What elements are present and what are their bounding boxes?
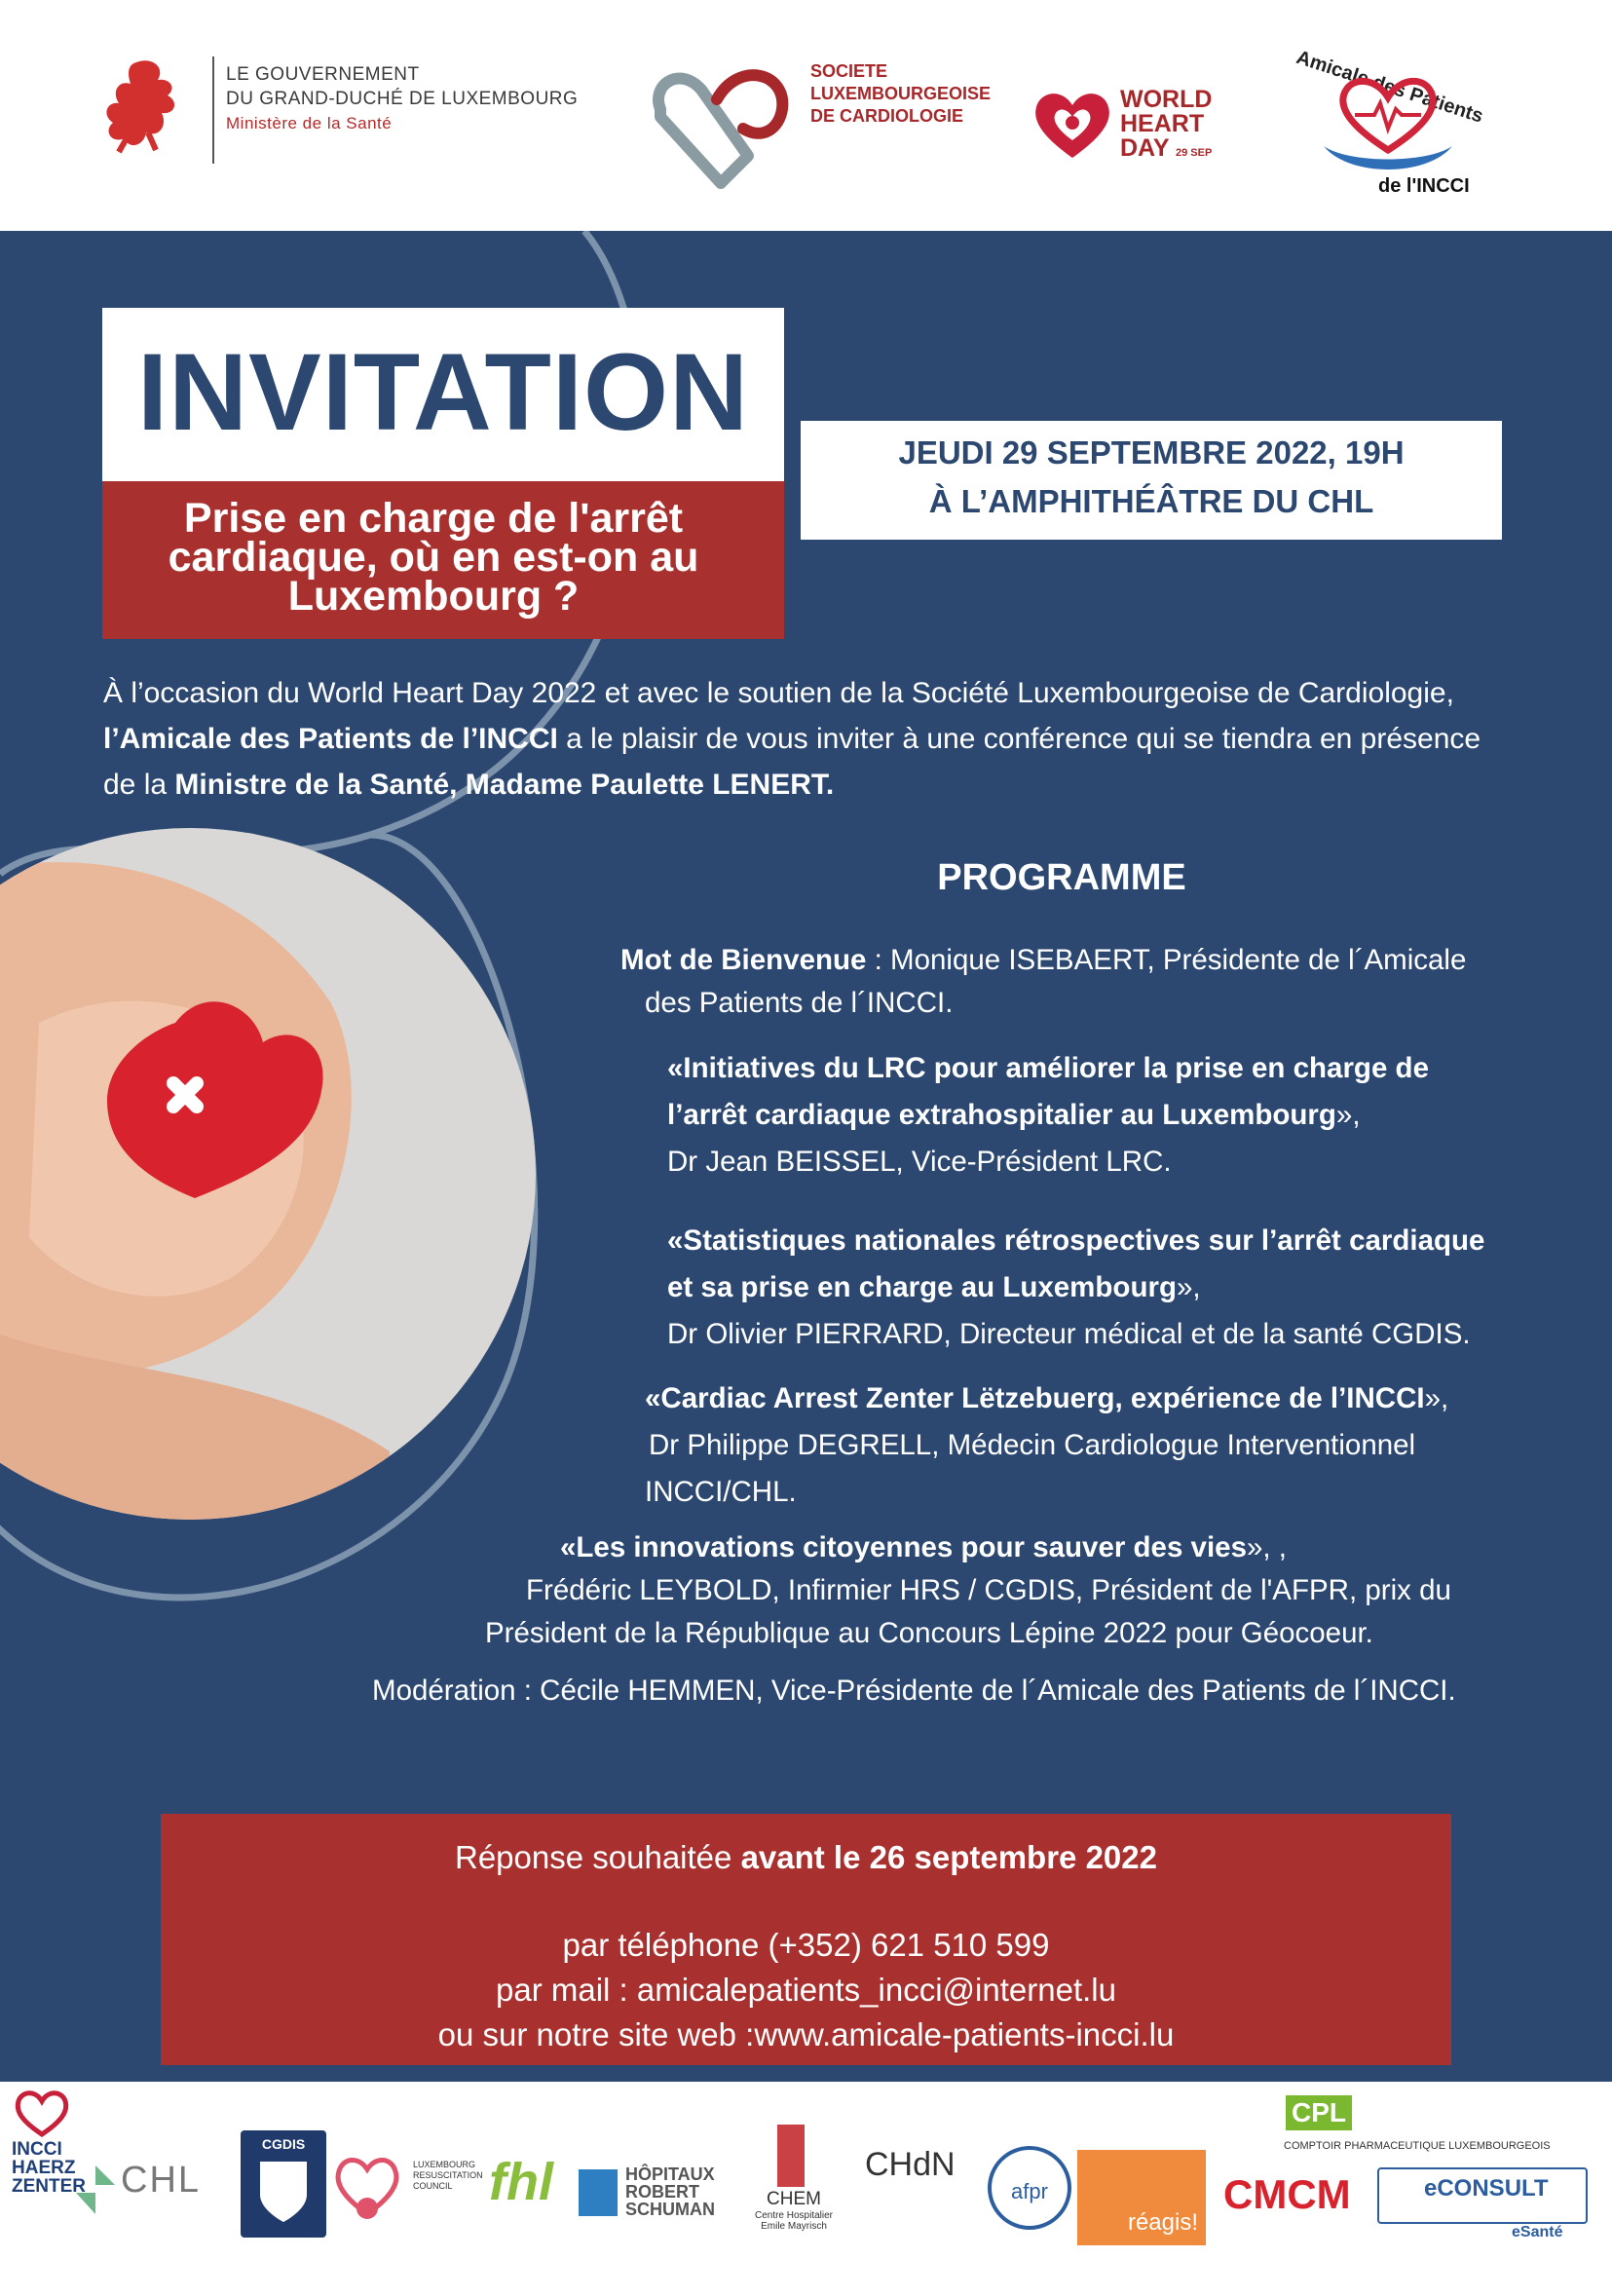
header-divider <box>212 56 214 164</box>
amicale-logo-arc-text: Amicale des Patients <box>1293 47 1486 128</box>
response-email[interactable]: par mail : amicalepatients_incci@internet.lu <box>496 1972 1116 2008</box>
hands-holding-heart-photo <box>0 828 545 1568</box>
programme-item-innovations-line1: Frédéric LEYBOLD, Infirmier HRS / CGDIS, Président de l'AFPR, prix du <box>526 1574 1451 1606</box>
incci-logo-text: INCCI HAERZ ZENTER <box>12 2139 86 2197</box>
slc-heart-logo-icon <box>641 60 802 197</box>
world-heart-day-icon <box>1032 86 1112 162</box>
chl-logo-text: CHL <box>121 2160 202 2201</box>
programme-item-innovations-title: «Les innovations citoyennes pour sauver des vies», , <box>560 1531 1287 1563</box>
chem-tower-icon <box>777 2125 805 2187</box>
header-bar <box>0 0 1612 231</box>
programme-item-welcome: Mot de Bienvenue : Monique ISEBAERT, Présidente de l´Amicale <box>620 944 1467 976</box>
cgdis-shield-icon <box>241 2152 326 2230</box>
amicale-logo-bottom-text: de l'INCCI <box>1378 175 1470 197</box>
programme-item-innovations-line2: Président de la République au Concours Lépine 2022 pour Géocoeur. <box>485 1617 1373 1649</box>
cmcm-logo-text: CMCM <box>1223 2171 1351 2217</box>
programme-title: PROGRAMME <box>937 857 1186 898</box>
world-heart-day-text: WORLD HEART DAY 29 SEP <box>1120 86 1213 162</box>
esante-logo-text: eSanté <box>1512 2224 1563 2240</box>
response-website[interactable]: ou sur notre site web :www.amicale-patients-incci.lu <box>437 2016 1175 2052</box>
chl-cross-icon <box>76 2165 115 2214</box>
afpr-logo: afpr <box>988 2146 1071 2230</box>
chem-logo-text: CHEM Centre Hospitalier Emile Mayrisch <box>754 2189 834 2232</box>
lrc-heart-icon <box>333 2150 401 2223</box>
cpl-logo-subtitle: COMPTOIR PHARMACEUTIQUE LUXEMBOURGEOIS <box>1284 2140 1551 2152</box>
econsult-logo: eCONSULT <box>1377 2167 1588 2224</box>
amicale-heart-hands-icon <box>1320 70 1456 177</box>
fhl-logo-text: fhl <box>489 2153 553 2211</box>
invitation-title: INVITATION <box>136 331 750 453</box>
programme-item-lrc: «Initiatives du LRC pour améliorer la prise en charge de l’arrêt cardiaque extrahospitalier au Luxembourg», Dr Jean BEISSEL, Vice-Président LRC. <box>667 1052 1429 1178</box>
lrc-logo-text: LUXEMBOURG RESUSCITATION COUNCIL <box>413 2160 483 2191</box>
programme-item-cardiac-arrest-zenter: «Cardiac Arrest Zenter Lëtzebuerg, expérience de l’INCCI», Dr Philippe DEGRELL, Médecin Cardiologue Interventionnel INCCI/CHL. <box>645 1382 1449 1508</box>
programme-moderation: Modération : Cécile HEMMEN, Vice-Présidente de l´Amicale des Patients de l´INCCI. <box>372 1675 1456 1707</box>
government-logo-text: LE GOUVERNEMENT DU GRAND-DUCHÉ DE LUXEMBOURG Ministère de la Santé <box>226 64 579 132</box>
chdn-logo-text: CHdN <box>865 2146 956 2183</box>
programme-item-welcome-line2: des Patients de l´INCCI. <box>645 987 954 1019</box>
reagis-logo: réagis! <box>1077 2150 1206 2245</box>
intro-paragraph: À l’occasion du World Heart Day 2022 et avec le soutien de la Société Luxembourgeoise de Cardiologie, l’Amicale des Patients de l’INCCI a le plaisir de vous inviter à une conférence qui se tiendra en présence de la Ministre de la Santé, Madame Paulette LENERT. <box>103 677 1481 801</box>
hrs-logo-mark <box>579 2169 618 2216</box>
incci-heart-icon <box>14 2089 70 2138</box>
event-date: JEUDI 29 SEPTEMBRE 2022, 19H <box>898 434 1405 470</box>
event-location: À L’AMPHITHÉÂTRE DU CHL <box>928 483 1374 519</box>
event-subtitle: Prise en charge de l'arrêt cardiaque, où en est-on au Luxembourg ? <box>168 495 699 620</box>
cgdis-logo: CGDIS <box>241 2130 326 2238</box>
luxembourg-lion-icon <box>97 55 185 157</box>
slc-logo-text: SOCIETE LUXEMBOURGEOISE DE CARDIOLOGIE <box>810 61 992 126</box>
hrs-logo-text: HÔPITAUX ROBERT SCHUMAN <box>625 2164 715 2219</box>
cpl-logo: CPL <box>1286 2095 1352 2130</box>
programme-item-statistics: «Statistiques nationales rétrospectives sur l’arrêt cardiaque et sa prise en charge au Luxembourg», Dr Olivier PIERRARD, Directeur médical et de la santé CGDIS. <box>667 1224 1485 1350</box>
response-deadline: Réponse souhaitée avant le 26 septembre 2022 <box>455 1839 1157 1875</box>
response-phone[interactable]: par téléphone (+352) 621 510 599 <box>562 1927 1050 1963</box>
sponsor-logos-footer <box>0 2082 1612 2279</box>
